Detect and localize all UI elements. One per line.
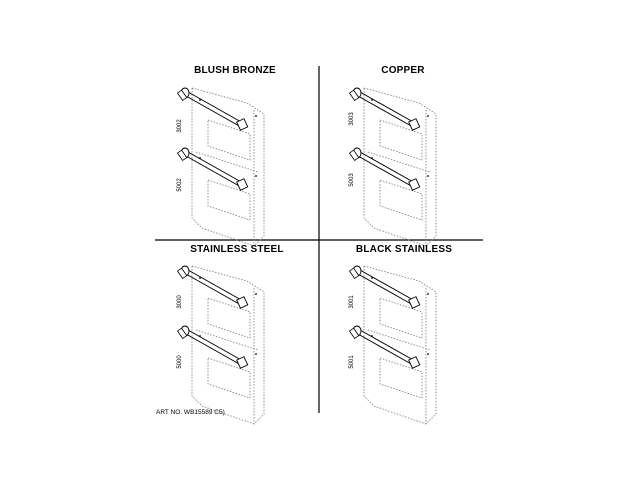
part-number-upper: 3003 bbox=[349, 112, 355, 126]
part-number-lower: 5002 bbox=[177, 178, 183, 192]
oven-outline bbox=[192, 88, 264, 246]
wall-oven-illustration bbox=[349, 88, 436, 246]
upper-door-handle bbox=[349, 266, 419, 308]
upper-door-handle bbox=[177, 266, 247, 308]
quadrant-title-copper: COPPER bbox=[381, 65, 425, 76]
part-number-lower: 5001 bbox=[349, 355, 355, 369]
upper-door-handle bbox=[177, 88, 247, 133]
lower-door-handle bbox=[349, 326, 419, 368]
wall-oven-illustration bbox=[177, 88, 264, 246]
lower-door-handle bbox=[177, 148, 247, 190]
part-number-upper: 3001 bbox=[349, 295, 355, 309]
part-number-upper: 3000 bbox=[177, 295, 183, 309]
oven-outline bbox=[364, 88, 436, 246]
art-number: ART NO. WB15589 C5) bbox=[156, 409, 225, 416]
oven-outline bbox=[364, 266, 436, 424]
lower-door-handle bbox=[177, 326, 247, 368]
part-number-upper: 3002 bbox=[177, 119, 183, 133]
oven-outline bbox=[192, 266, 264, 424]
wall-oven-illustration bbox=[349, 266, 436, 424]
quadrant-title-black-stainless: BLACK STAINLESS bbox=[355, 244, 453, 255]
part-number-lower: 5000 bbox=[177, 355, 183, 369]
part-number-lower: 5003 bbox=[349, 173, 355, 187]
quadrant-title-blush-bronze: BLUSH BRONZE bbox=[194, 65, 276, 76]
wall-oven-illustration bbox=[177, 266, 264, 424]
quadrant-title-stainless-steel: STAINLESS STEEL bbox=[190, 244, 284, 255]
upper-door-handle bbox=[349, 88, 419, 130]
lower-door-handle bbox=[349, 148, 419, 190]
